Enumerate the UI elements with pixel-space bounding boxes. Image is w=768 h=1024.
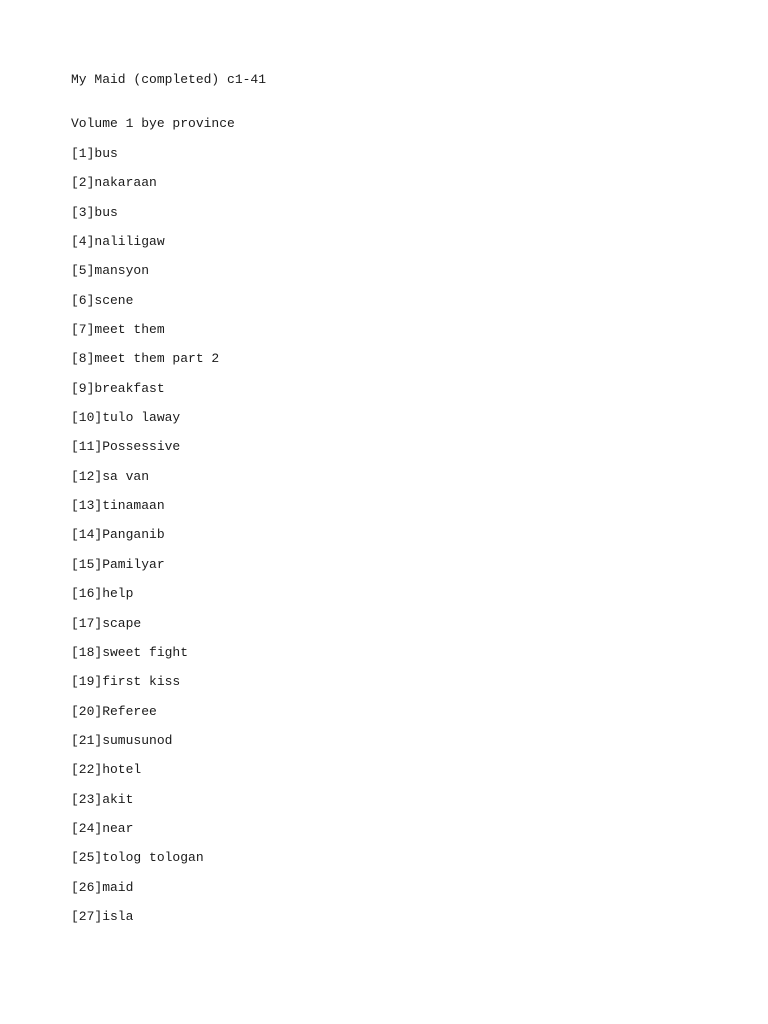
chapter-item: [13]tinamaan — [71, 498, 165, 514]
chapter-item: [7]meet them — [71, 322, 165, 338]
chapter-item: [27]isla — [71, 908, 134, 924]
chapter-item: [9]breakfast — [71, 380, 165, 396]
chapter-item: [17]scape — [71, 615, 142, 631]
chapter-item: [4]naliligaw — [71, 234, 165, 250]
chapter-item: [16]help — [71, 586, 134, 602]
chapter-item: [3]bus — [71, 204, 118, 220]
chapter-item: [10]tulo laway — [71, 410, 181, 426]
chapter-item: [23]akit — [71, 791, 134, 807]
chapter-list — [71, 145, 219, 937]
chapter-item: [11]Possessive — [71, 439, 181, 455]
chapter-item: [21]sumusunod — [71, 732, 173, 748]
chapter-item: [26]maid — [71, 879, 134, 895]
chapter-item: [2]nakaraan — [71, 175, 157, 191]
chapter-item: [22]hotel — [71, 762, 142, 778]
chapter-item: [6]scene — [71, 292, 134, 308]
volume-heading: Volume 1 bye province — [71, 116, 235, 131]
chapter-item: [20]Referee — [71, 703, 157, 719]
chapter-item: [25]tolog tologan — [71, 850, 204, 866]
chapter-item: [18]sweet fight — [71, 644, 189, 660]
chapter-item: [5]mansyon — [71, 263, 150, 279]
chapter-item: [15]Pamilyar — [71, 556, 165, 572]
chapter-item: [19]first kiss — [71, 674, 181, 690]
chapter-item: [14]Panganib — [71, 527, 165, 543]
chapter-item: [8]meet them part 2 — [71, 351, 220, 367]
chapter-item: [24]near — [71, 820, 134, 836]
document-title: My Maid (completed) c1-41 — [71, 72, 267, 87]
chapter-item: [12]sa van — [71, 468, 150, 484]
chapter-item: [1]bus — [71, 146, 118, 161]
